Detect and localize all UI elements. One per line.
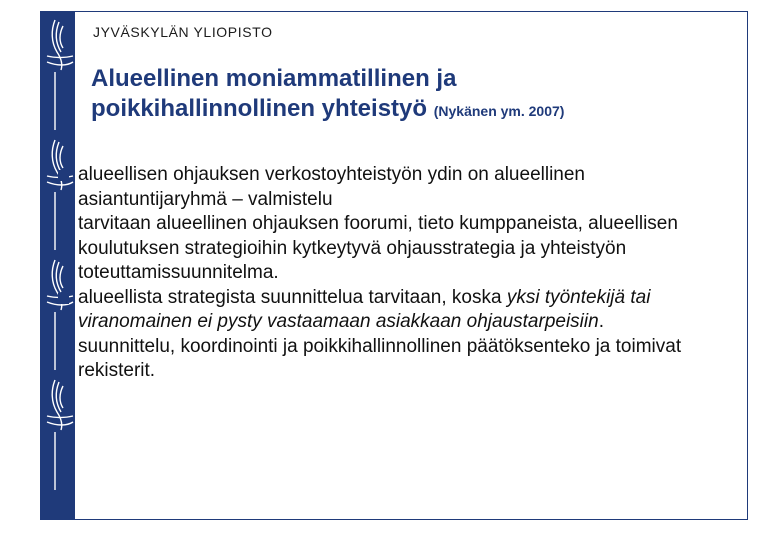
- bullet-item: [58, 212, 698, 286]
- title-line-1: Alueellinen moniammatillinen ja: [91, 65, 457, 92]
- square-bullet-icon: [58, 293, 69, 304]
- square-bullet-icon: [58, 342, 69, 353]
- bullet-italic-text: yksi työntekijä tai viranomainen ei pysty vastaamaan asiakkaan ohjaustarpeisiin: [78, 286, 651, 332]
- title-citation: (Nykänen ym. 2007): [433, 103, 565, 119]
- slide-title: [91, 64, 731, 126]
- university-name: JYVÄSKYLÄN YLIOPISTO: [93, 24, 273, 40]
- bullet-item: [58, 163, 698, 212]
- title-line-2-text: poikkihallinnollinen yhteistyö: [91, 95, 428, 122]
- square-bullet-icon: [58, 219, 69, 230]
- bullet-text: tarvitaan alueellinen ohjauksen foorumi, tieto kumppaneista, alueellisen koulutuksen strategioihin kytkeytyvä ohjausstrategia ja yhteistyön toteuttamissuunnitelma.: [78, 213, 678, 283]
- bullet-text: suunnittelu, koordinointi ja poikkihallinnollinen päätöksenteko ja toimivat rekisterit.: [78, 335, 682, 381]
- bullet-item: [58, 286, 698, 335]
- bullet-list: [58, 163, 698, 384]
- bullet-text: alueellisen ohjauksen verkostoyhteistyön ydin on alueellinen asiantuntijaryhmä – valmistelu: [78, 164, 585, 210]
- bullet-item: [58, 335, 698, 384]
- bullet-text: alueellista strategista suunnittelua tarvitaan, koska: [78, 286, 507, 308]
- title-line-2: [91, 94, 731, 126]
- bullet-text-end: .: [598, 311, 604, 332]
- square-bullet-icon: [58, 170, 69, 181]
